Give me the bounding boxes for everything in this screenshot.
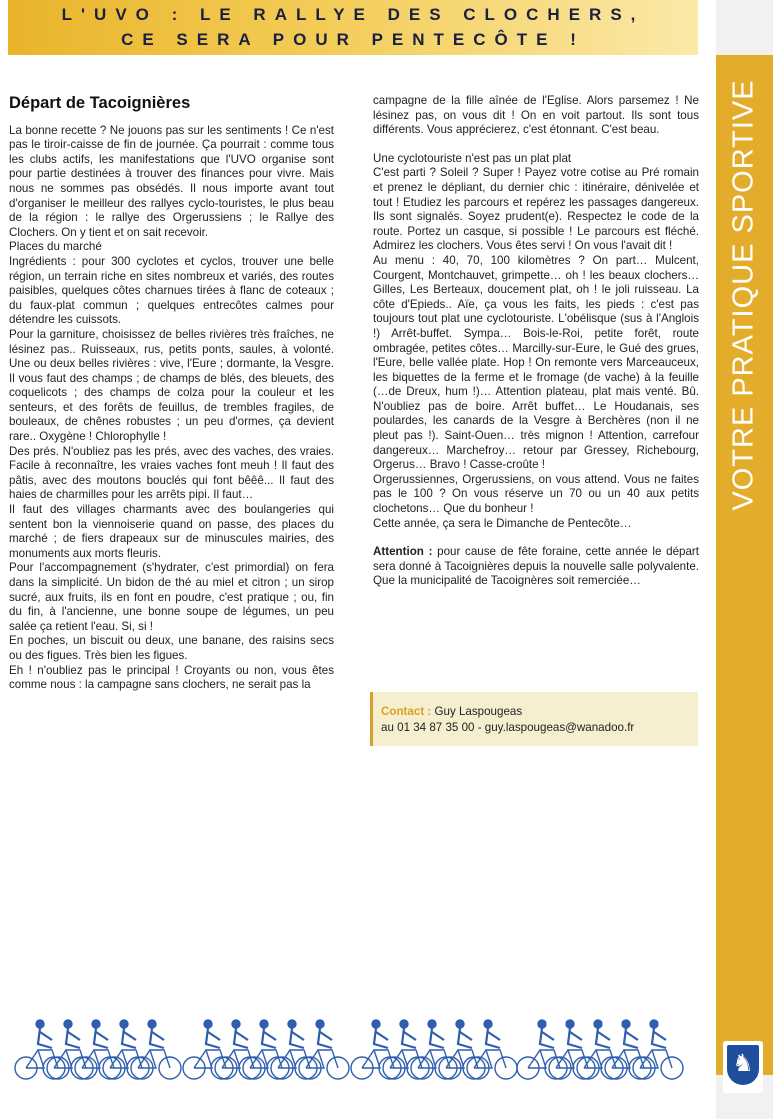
title-line-2: CE SERA POUR PENTECÔTE ! <box>121 30 585 49</box>
attention-note <box>373 545 699 589</box>
paragraph: Au menu : 40, 70, 100 kilomètres ? On part… Mulcent, Courgent, Montchauvet, grimpette… oh ! les beaux clochers… Gilles, Les Berteaux, doucement plat, oh ! le joli ruisseau. La côte d'Epieds.. Aïe, ça vous les faits, les pieds : c'est pas toujours tout plat une cyclotouriste. L'obélisque (sus à l'Anglois !) Arrêt-buffet. Sympa… Bois-le-Roi, petite forêt, route ombragée, petites côtes… Marcilly-sur-Eure, le Gué des grues, l'Eure, belle vallée plate. Hop ! On remonte vers Marceauceux, les biquettes de la ferme et le fromage (de vache) à la feuille (…de Dreux, hum !)… Attention plateau, plat mais venté. Bû. N'oubliez pas de boire. Arrêt buffet… Le Houdanais, ses poulardes, les canards de la Vesgre à Berchères (non il ne pleut pas !). Saint-Ouen… très mignon ! Attention, carrefour dangereux… Marchefroy… retour par Gressey, Richebourg, Orgerus… Bravo ! Casse-croûte ! <box>373 253 699 472</box>
cyclist-icon <box>183 1020 237 1079</box>
paragraph: Eh ! n'oubliez pas le principal ! Croyants ou non, vous êtes comme nous : la campagne sans clochers, ne serait pas la <box>9 663 334 692</box>
paragraph: La bonne recette ? Ne jouons pas sur les sentiments ! Ce n'est pas le tiroir-caisse de fin de journée. Ça pourrait : comme tous les clubs actifs, les manifestations que l'UVO organise sont pour partie destinées à trouver des finances pour vivre. Mais nous ne sommes pas obsédés. Il nous importe avant tout d'organiser le meilleur des rallyes cyclo-touristes, le plus beau de la région : le rallye des Orgerussiens ; le Rallye des Clochers. On y tient et on sait recevoir. <box>9 123 334 239</box>
contact-name: Guy Laspougeas <box>434 705 523 718</box>
paragraph: Pour la garniture, choisissez de belles rivières très fraîches, ne lésinez pas.. Ruisseaux, rus, petits ponts, saules, à volonté. Une ou deux belles rivières : vive, l'Eure ; dormante, la Vesgre. Il vous faut des champs ; de champs de blés, des bleuets, des coquelicots ; des champs de colza pour la couleur et les senteurs, et des forêts de feuillus, de trembles fragiles, de bouleaux, de chênes robustes ; un peu d'ormes, ça devient rare.. Oxygène ! Chlorophylle ! <box>9 327 334 444</box>
paragraph: Ingrédients : pour 300 cyclotes et cyclos, trouver une belle région, un terrain riche en sites nombreux et variés, des routes paisibles, quelques côtes charnues tirées à flanc de coteaux ; du faux-plat commun ; quelques entrecôtes calmes pour détendre les cuissots. <box>9 254 334 327</box>
paragraph: Orgerussiennes, Orgerussiens, on vous attend. Vous ne faites pas le 100 ? On vous réserve un 70 ou un 40 aux petits clochetons… Que du bonheur ! <box>373 472 699 516</box>
contact-label: Contact : <box>381 705 432 718</box>
subheading: Une cyclotouriste n'est pas un plat plat <box>373 151 572 165</box>
paragraph: C'est parti ? Soleil ? Super ! Payez votre cotise au Pré romain et prenez le dépliant, du dernier chic : itinéraire, dénivelée et tout ! Etudiez les parcours et repérez les passages dangereux. Ils sont signalés. Soyez prudent(e). Respectez le code de la route. Portez un casque, si possible ! Le parcours est fléché. Admirez les clochers. Vous êtes servi ! On vous l'avait dit ! <box>373 166 699 253</box>
right-column <box>373 94 699 589</box>
paragraph: Des prés. N'oubliez pas les prés, avec des vaches, des vraies. Facile à reconnaître, les vraies vaches font meuh ! Il faut des pâtis, avec des moutons bouclés qui font bêêê... Il faut des haies de charmilles pour les arrêts pipi. Il faut… <box>9 444 334 502</box>
cyclist-icon <box>15 1020 69 1079</box>
paragraph: Il faut des villages charmants avec des boulangeries qui sentent bon la viennoiserie quand on passe, des places du marché ; de fiers drapeaux sur de minuscules mairies, des monuments aux morts fleuris. <box>9 503 334 560</box>
title-banner <box>8 0 698 55</box>
attention-text: pour cause de fête foraine, cette année le départ sera donné à Tacoignières depuis la nouvelle salle polyvalente. Que la municipalité de Tacoignères soit remerciée… <box>373 545 700 588</box>
subheading: Places du marché <box>9 240 102 254</box>
cyclist-icon <box>517 1020 571 1079</box>
paragraph: campagne de la fille aînée de l'Eglise. Alors parsemez ! Ne lésinez pas, on vous dit ! On en voit partout. Ils sont tous différents. Vous apprécierez, c'est étonnant. C'est beau. <box>373 94 699 137</box>
contact-box <box>370 692 698 746</box>
cyclist-icon <box>351 1020 405 1079</box>
rooster-shield-icon: ♞ <box>723 1041 763 1093</box>
attention-label: Attention : <box>373 545 433 559</box>
section-sidebar <box>716 0 773 1119</box>
cyclists-frieze-illustration <box>12 1010 702 1085</box>
sidebar-label: VOTRE PRATIQUE SPORTIVE <box>727 79 760 511</box>
left-column <box>9 96 334 693</box>
section-heading: Départ de Tacoignières <box>9 94 191 112</box>
title-line-1: L'UVO : LE RALLYE DES CLOCHERS, <box>61 5 645 24</box>
paragraph: En poches, un biscuit ou deux, une banane, des raisins secs ou des figues. Très bien les figues. <box>9 634 334 662</box>
contact-details: au 01 34 87 35 00 - guy.laspougeas@wanadoo.fr <box>381 721 635 734</box>
paragraph: Pour l'accompagnement (s'hydrater, c'est primordial) on fera dans la simplicité. Un bidon de thé au miel et citron ; un sirop sucré, aux fruits, ils en font en poudre, c'est pratique ; ou, fin du fin, à l'ancienne, une bonne soupe de légumes, un peu salée ça retient l'eau. Si, si ! <box>9 561 334 633</box>
paragraph: Cette année, ça sera le Dimanche de Pentecôte… <box>373 516 632 530</box>
